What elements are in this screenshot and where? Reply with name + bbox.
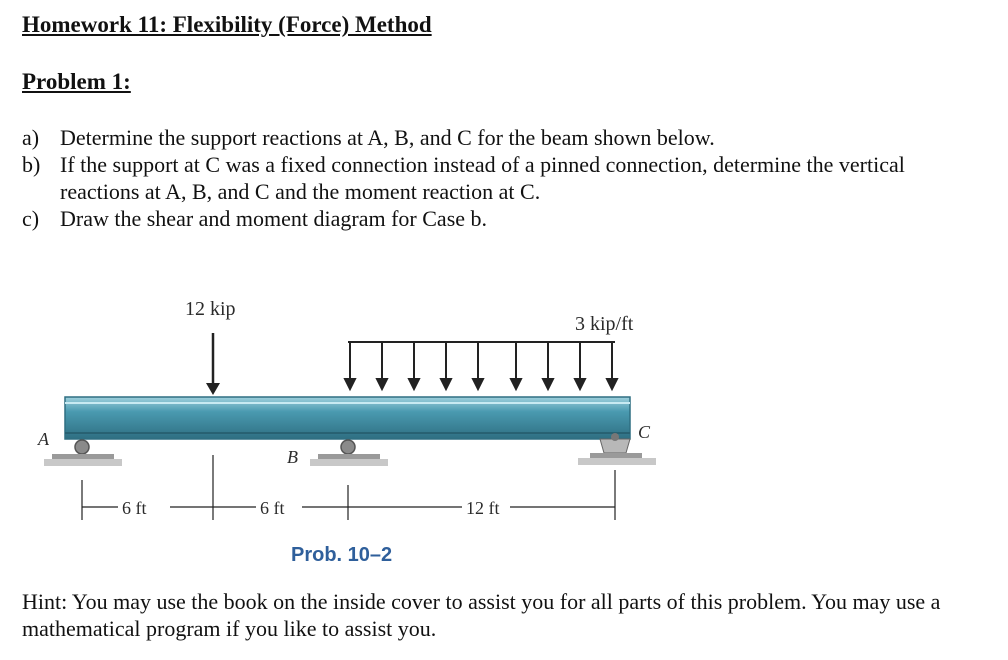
dimension-a-label: 6 ft — [122, 498, 147, 518]
beam-figure — [30, 285, 710, 585]
figure-caption: Prob. 10–2 — [291, 544, 393, 566]
support-c-label: C — [638, 422, 651, 442]
question-label: a) — [22, 125, 40, 150]
point-load-label: 12 kip — [185, 298, 236, 320]
support-b-label: B — [287, 447, 298, 467]
question-item — [22, 205, 982, 232]
document-title: Homework 11: Flexibility (Force) Method — [22, 12, 432, 37]
question-text: If the support at C was a fixed connection instead of a pinned connection, determine the vertical reactions at A, B, and C and the moment reaction at C. — [60, 152, 905, 204]
dimension-c-label: 12 ft — [466, 498, 500, 518]
distributed-load-label: 3 kip/ft — [575, 313, 634, 335]
question-text: Determine the support reactions at A, B, and C for the beam shown below. — [60, 125, 715, 150]
support-a — [44, 440, 122, 466]
support-b — [310, 440, 388, 466]
question-item — [22, 124, 982, 151]
point-load-arrowhead — [206, 383, 220, 395]
dimension-b-label: 6 ft — [260, 498, 285, 518]
question-item — [22, 151, 982, 205]
question-list — [22, 124, 982, 232]
problem-heading: Problem 1: — [22, 69, 131, 94]
hint-text: Hint: You may use the book on the inside cover to assist you for all parts of this problem. You may use a mathematical program if you like to assist you. — [22, 589, 941, 641]
distributed-load-arrows — [345, 342, 617, 389]
support-a-label: A — [38, 429, 49, 449]
beam-diagram — [30, 285, 710, 585]
question-label: c) — [22, 206, 40, 231]
question-label: b) — [22, 152, 41, 177]
question-text: Draw the shear and moment diagram for Case b. — [60, 206, 488, 231]
